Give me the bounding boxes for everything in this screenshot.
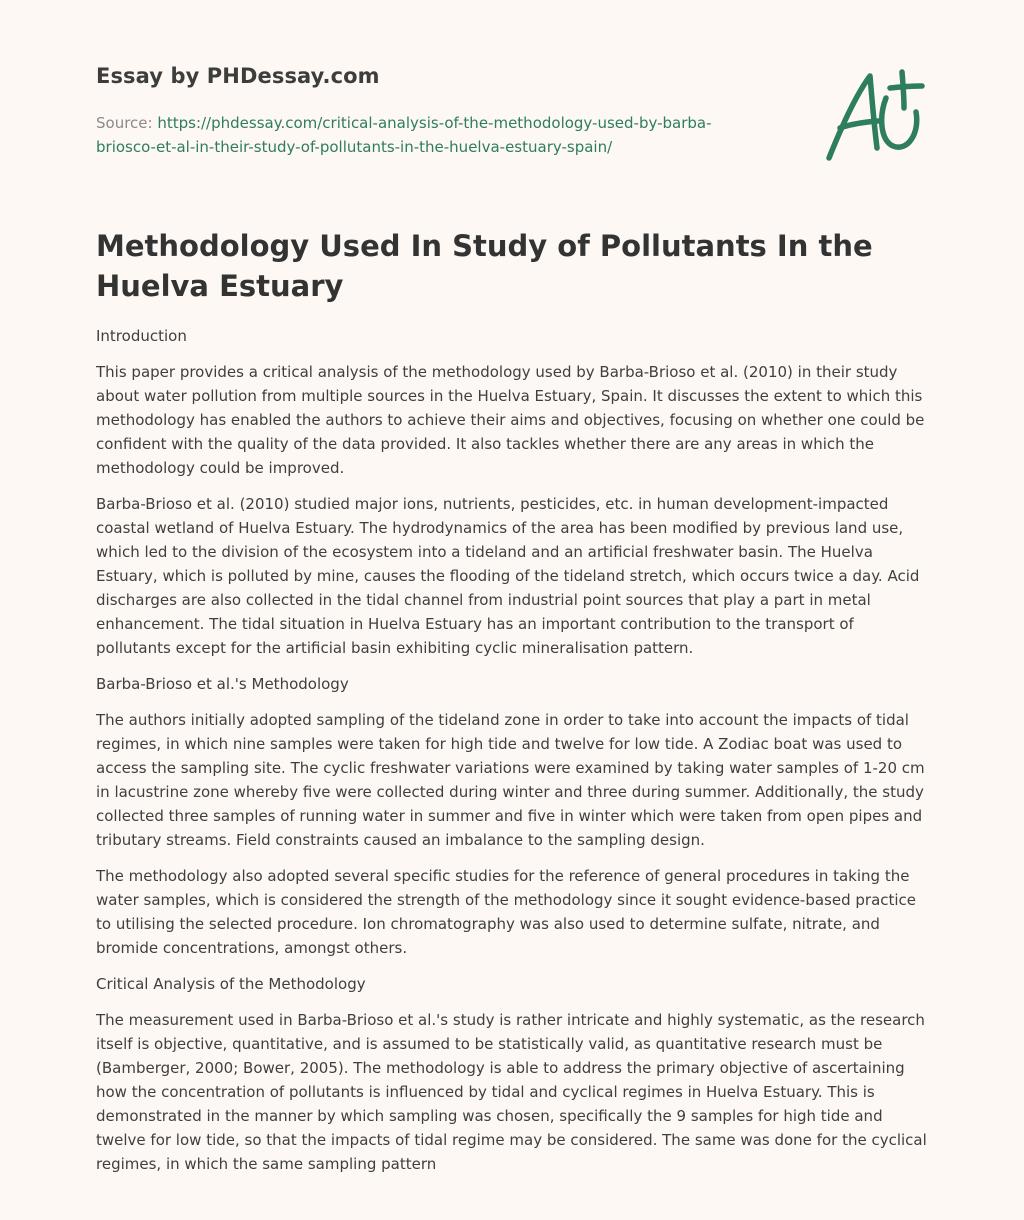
section-heading-critical-analysis: Critical Analysis of the Methodology [96, 975, 366, 993]
paragraph: The authors initially adopted sampling of the tideland zone in order to take into account the impacts of tidal regimes, in which nine samples were taken for high tide and twelve for low tide. A Zodiac boat was used to access the sampling site. The cyclic freshwater variations were examined by taking water samples of 1-20 cm in lacustrine zone whereby five were collected during winter and three during summer. Additionally, the study collected three samples of running water in summer and five in winter which were taken from open pipes and tributary streams. Field constraints caused an imbalance to the sampling design. [96, 711, 925, 849]
section-heading-introduction: Introduction [96, 327, 187, 345]
paragraph: Barba-Brioso et al. (2010) studied major ions, nutrients, pesticides, etc. in human development-impacted coastal wetland of Huelva Estuary. The hydrodynamics of the area has been modified by previous land use, which led to the division of the ecosystem into a tideland and an artificial freshwater basin. The Huelva Estuary, which is polluted by mine, causes the flooding of the tideland stretch, which occurs twice a day. Acid discharges are also collected in the tidal channel from industrial point sources that play a part in metal enhancement. The tidal situation in Huelva Estuary has an important contribution to the transport of pollutants except for the artificial basin exhibiting cyclic mineralisation pattern. [96, 495, 920, 657]
site-title: Essay by PHDessay.com [96, 64, 380, 88]
paragraph: The measurement used in Barba-Brioso et al.'s study is rather intricate and highly systematic, as the research itself is objective, quantitative, and is assumed to be statistically valid, as quantitative research must be (Bamberger, 2000; Bower, 2005). The methodology is able to address the primary objective of ascertaining how the concentration of pollutants is influenced by tidal and cyclical regimes in Huelva Estuary. This is demonstrated in the manner by which sampling was chosen, specifically the 9 samples for high tide and twelve for low tide, so that the impacts of tidal regime may be considered. The same was done for the cyclical regimes, in which the same sampling pattern [96, 1011, 927, 1173]
a-plus-grade-icon [823, 66, 927, 164]
source-line [96, 111, 736, 159]
paragraph: The methodology also adopted several specific studies for the reference of general procedures in taking the water samples, which is considered the strength of the methodology since it sought evidence-based practice to utilising the selected procedure. Ion chromatography was also used to determine sulfate, nitrate, and bromide concentrations, amongst others. [96, 867, 917, 957]
essay-body [96, 324, 930, 1188]
paragraph: This paper provides a critical analysis of the methodology used by Barba-Brioso et al. (2010) in their study about water pollution from multiple sources in the Huelva Estuary, Spain. It discusses the extent to which this methodology has enabled the authors to achieve their aims and objectives, focusing on whether one could be confident with the quality of the data provided. It also tackles whether there are any areas in which the methodology could be improved. [96, 363, 925, 477]
section-heading-methodology: Barba-Brioso et al.'s Methodology [96, 675, 349, 693]
source-label: Source: [96, 114, 158, 132]
essay-title: Methodology Used In Study of Pollutants In the Huelva Estuary [96, 229, 873, 303]
source-link[interactable]: https://phdessay.com/critical-analysis-of-the-methodology-used-by-barba-briosco-et-al-in-their-study-of-pollutants-in-the-huelva-estuary-spain/ [96, 114, 712, 156]
